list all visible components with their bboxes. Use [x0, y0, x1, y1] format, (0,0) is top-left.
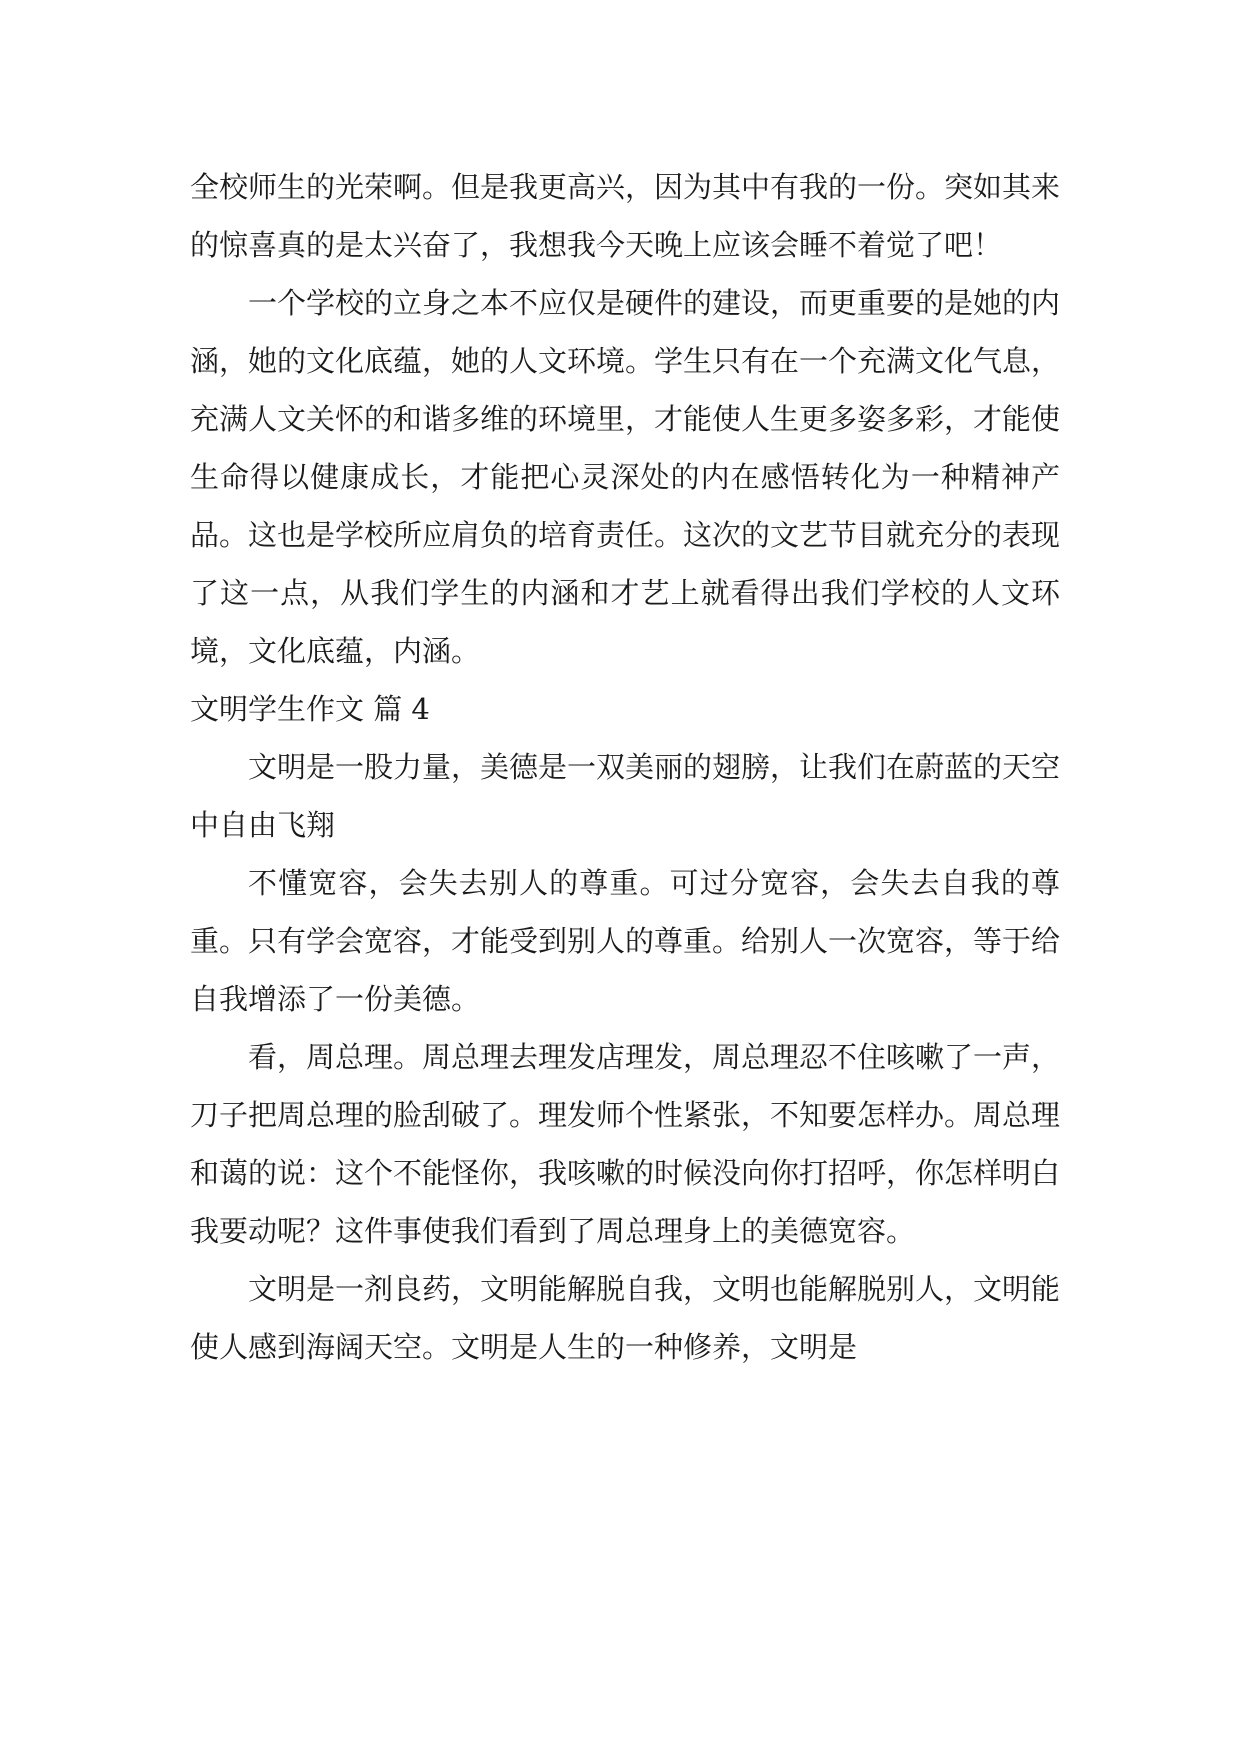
paragraph: 文明是一剂良药，文明能解脱自我，文明也能解脱别人，文明能使人感到海阔天空。文明是人生的一种修养，文明是	[190, 1272, 1061, 1364]
paragraph: 不懂宽容，会失去别人的尊重。可过分宽容，会失去自我的尊重。只有学会宽容，才能受到别人的尊重。给别人一次宽容，等于给自我增添了一份美德。	[190, 866, 1061, 1016]
paragraph: 全校师生的光荣啊。但是我更高兴，因为其中有我的一份。突如其来的惊喜真的是太兴奋了，我想我今天晚上应该会睡不着觉了吧！	[190, 170, 1061, 262]
paragraph: 文明是一股力量，美德是一双美丽的翅膀，让我们在蔚蓝的天空中自由飞翔	[190, 750, 1061, 842]
section-heading: 文明学生作文 篇 4	[190, 692, 430, 726]
document-page	[190, 158, 1060, 1376]
paragraph: 一个学校的立身之本不应仅是硬件的建设，而更重要的是她的内涵，她的文化底蕴，她的人文环境。学生只有在一个充满文化气息，充满人文关怀的和谐多维的环境里，才能使人生更多姿多彩，才能使生命得以健康成长，才能把心灵深处的内在感悟转化为一种精神产品。这也是学校所应肩负的培育责任。这次的文艺节目就充分的表现了这一点，从我们学生的内涵和才艺上就看得出我们学校的人文环境，文化底蕴，内涵。	[190, 286, 1061, 668]
paragraph: 看，周总理。周总理去理发店理发，周总理忍不住咳嗽了一声，刀子把周总理的脸刮破了。理发师个性紧张，不知要怎样办。周总理和蔼的说：这个不能怪你，我咳嗽的时候没向你打招呼，你怎样明白我要动呢？这件事使我们看到了周总理身上的美德宽容。	[190, 1040, 1061, 1248]
